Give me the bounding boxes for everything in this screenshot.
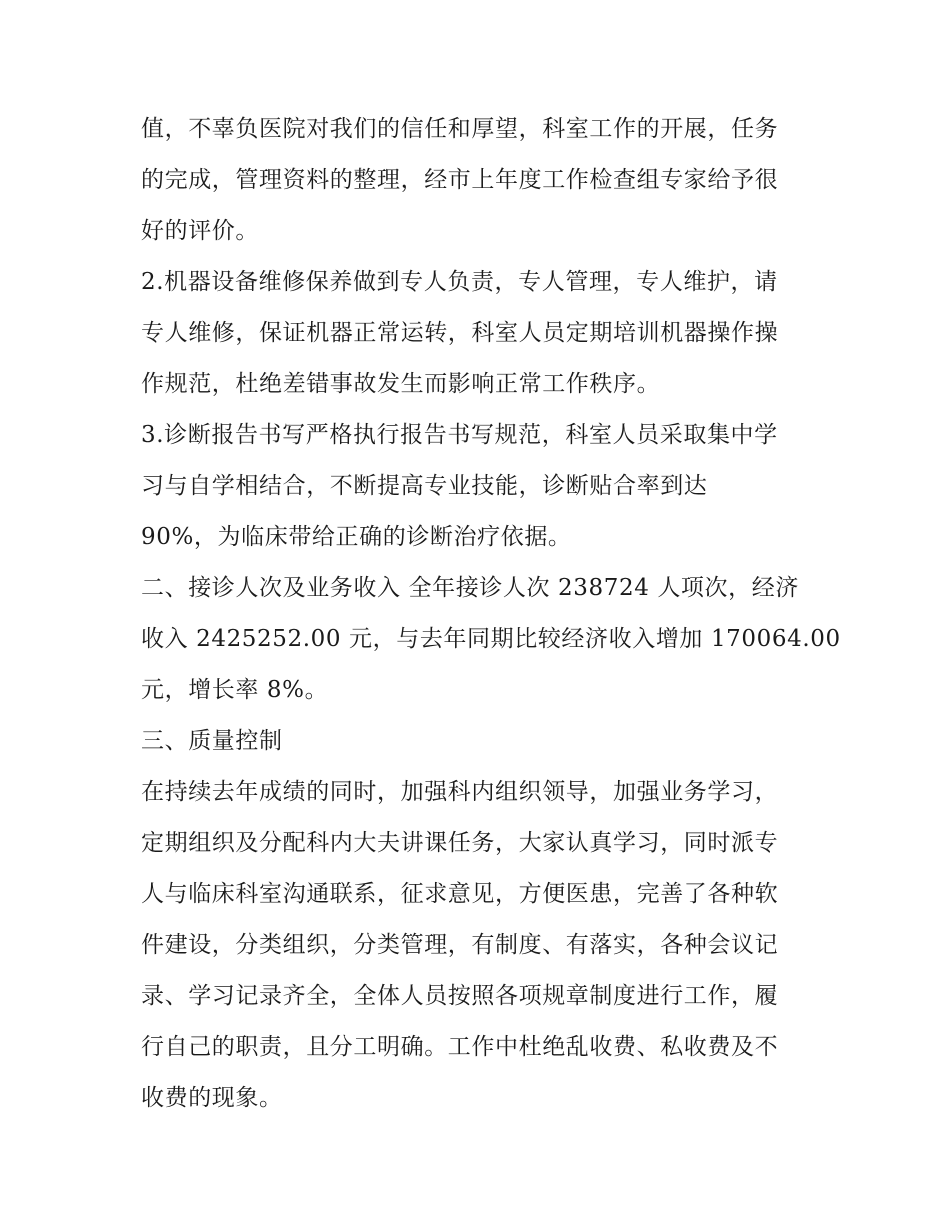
text-line: 收入 2425252.00 元，与去年同期比较经济收入增加 170064.00 [141,626,841,652]
text-line: 专人维修，保证机器正常运转，科室人员定期培训机器操作操 [141,320,779,346]
text-line: 件建设，分类组织，分类管理，有制度、有落实，各种会议记 [141,932,779,958]
text-line: 定期组织及分配科内大夫讲课任务，大家认真学习，同时派专 [141,830,779,856]
text-line: 的完成，管理资料的整理，经市上年度工作检查组专家给予很 [141,167,779,193]
text-line: 值，不辜负医院对我们的信任和厚望，科室工作的开展，任务 [141,116,779,142]
text-line: 习与自学相结合，不断提高专业技能，诊断贴合率到达 [141,473,708,499]
text-line: 3.诊断报告书写严格执行报告书写规范，科室人员采取集中学 [141,422,778,448]
text-line: 行自己的职责，且分工明确。工作中杜绝乱收费、私收费及不 [141,1034,779,1060]
text-line: 2.机器设备维修保养做到专人负责，专人管理，专人维护，请 [141,269,778,295]
text-line: 收费的现象。 [141,1085,283,1111]
text-line: 好的评价。 [141,218,259,244]
text-line: 元，增长率 8%。 [141,677,329,703]
section-heading: 二、接诊人次及业务收入 全年接诊人次 238724 人项次，经济 [141,575,799,601]
text-line: 人与临床科室沟通联系，征求意见，方便医患，完善了各种软 [141,881,779,907]
text-line: 作规范，杜绝差错事故发生而影响正常工作秩序。 [141,371,661,397]
text-line: 录、学习记录齐全，全体人员按照各项规章制度进行工作，履 [141,983,779,1009]
text-line: 90%，为临床带给正确的诊断治疗依据。 [141,524,572,550]
text-line: 在持续去年成绩的同时，加强科内组织领导，加强业务学习， [141,779,779,805]
document-body [141,104,841,1124]
section-heading: 三、质量控制 [141,728,283,754]
